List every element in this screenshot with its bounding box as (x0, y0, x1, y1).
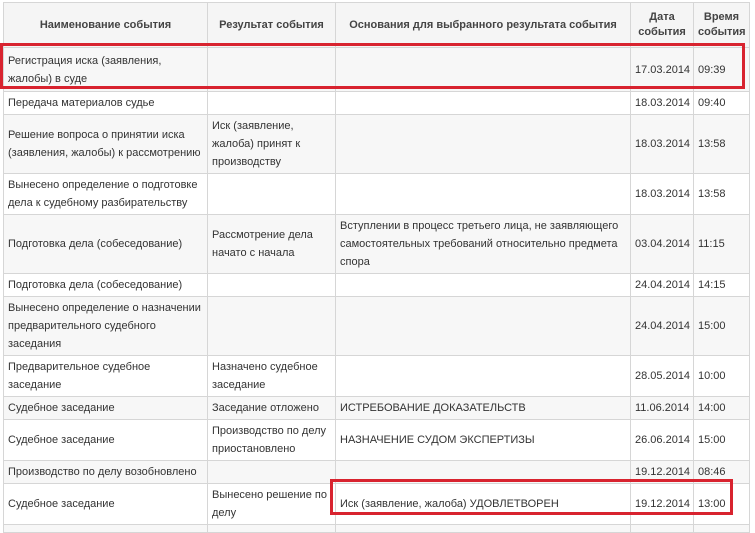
cell-event-name: Решение вопроса о принятии иска (заявления, жалобы) к рассмотрению (4, 115, 208, 174)
cell-event-name: Производство по делу возобновлено (4, 461, 208, 484)
cell-event-time: 13:58 (694, 115, 750, 174)
table-row (4, 215, 750, 274)
cell-result-basis (336, 461, 631, 484)
cell-event-date: 11.06.2014 (631, 397, 694, 420)
cell-result-basis: Вступлении в процесс третьего лица, не заявляющего самостоятельных требований относительно предмета спора (336, 215, 631, 274)
cell-event-name: Передача материалов судье (4, 92, 208, 115)
table-row (4, 461, 750, 484)
cell-event-time: 09:40 (694, 92, 750, 115)
cell-event-result (208, 174, 336, 215)
table-row (4, 48, 750, 92)
table-row (4, 274, 750, 297)
cell-event-date: 19.12.2014 (631, 484, 694, 525)
cell-event-date: 28.05.2014 (631, 356, 694, 397)
cell-result-basis (336, 356, 631, 397)
cell-event-result: Вынесено решение по делу (208, 484, 336, 525)
cell-event-time: 14:00 (694, 397, 750, 420)
events-table (3, 2, 750, 533)
header-row (4, 3, 750, 48)
cell-event-time: 10:00 (694, 356, 750, 397)
table-row (4, 484, 750, 525)
cell-event-result: Рассмотрение дела начато с начала (208, 215, 336, 274)
cell-event-name: Судебное заседание (4, 420, 208, 461)
header-result-basis[interactable]: Основания для выбранного результата события (336, 3, 631, 48)
cell-event-name: Подготовка дела (собеседование) (4, 274, 208, 297)
cell-event-date: 24.04.2014 (631, 274, 694, 297)
cell-event-name: Судебное заседание (4, 397, 208, 420)
header-event-name[interactable]: Наименование события (4, 3, 208, 48)
cell-result-basis: НАЗНАЧЕНИЕ СУДОМ ЭКСПЕРТИЗЫ (336, 420, 631, 461)
cell-event-time: 13:00 (694, 484, 750, 525)
cell-result-basis: Иск (заявление, жалоба) УДОВЛЕТВОРЕН (336, 484, 631, 525)
cell-event-result (208, 92, 336, 115)
cell-event-result: Производство по делу приостановлено (208, 420, 336, 461)
cell-event-date: 17.03.2014 (631, 48, 694, 92)
cell-event-name: Вынесено определение о подготовке дела к судебному разбирательству (4, 174, 208, 215)
cell-event-result: Иск (заявление, жалоба) принят к производству (208, 115, 336, 174)
cell-event-date: 03.04.2014 (631, 215, 694, 274)
cell-event-result (208, 48, 336, 92)
cell-event-date: 18.03.2014 (631, 115, 694, 174)
cell-event-result: Назначено судебное заседание (208, 356, 336, 397)
cell-result-basis (336, 174, 631, 215)
cell-result-basis (336, 115, 631, 174)
cell-event-time: 08:46 (694, 461, 750, 484)
cell-result-basis (336, 274, 631, 297)
cell-event-time: 15:00 (694, 297, 750, 356)
table-row (4, 174, 750, 215)
cell-event-date: 18.03.2014 (631, 92, 694, 115)
cell-event-time: 13:58 (694, 174, 750, 215)
cell-result-basis (336, 92, 631, 115)
cell-event-date: 19.12.2014 (631, 461, 694, 484)
table-row (4, 115, 750, 174)
table-row (4, 356, 750, 397)
cell-event-name: Предварительное судебное заседание (4, 356, 208, 397)
cell-event-name: Регистрация иска (заявления, жалобы) в суде (4, 48, 208, 92)
cell-result-basis: ИСТРЕБОВАНИЕ ДОКАЗАТЕЛЬСТВ (336, 397, 631, 420)
table-row (4, 297, 750, 356)
cell-event-time: 11:15 (694, 215, 750, 274)
table-row (4, 92, 750, 115)
cell-event-date: 18.03.2014 (631, 174, 694, 215)
cell-event-name: Вынесено определение о назначении предварительного судебного заседания (4, 297, 208, 356)
header-event-result[interactable]: Результат события (208, 3, 336, 48)
cell-event-result (208, 461, 336, 484)
cell-event-result (208, 274, 336, 297)
cell-event-name: Подготовка дела (собеседование) (4, 215, 208, 274)
cell-event-result: Заседание отложено (208, 397, 336, 420)
cell-event-date: 26.06.2014 (631, 420, 694, 461)
cell-event-time: 09:39 (694, 48, 750, 92)
cell-event-date: 24.04.2014 (631, 297, 694, 356)
cell-result-basis (336, 48, 631, 92)
header-event-date[interactable]: Дата события (631, 3, 694, 48)
cell-event-name: Судебное заседание (4, 484, 208, 525)
cell-event-time: 14:15 (694, 274, 750, 297)
table-row (4, 397, 750, 420)
cell-event-time: 15:00 (694, 420, 750, 461)
cell-event-result (208, 297, 336, 356)
cell-result-basis (336, 297, 631, 356)
header-event-time[interactable]: Время события (694, 3, 750, 48)
table-row (4, 420, 750, 461)
